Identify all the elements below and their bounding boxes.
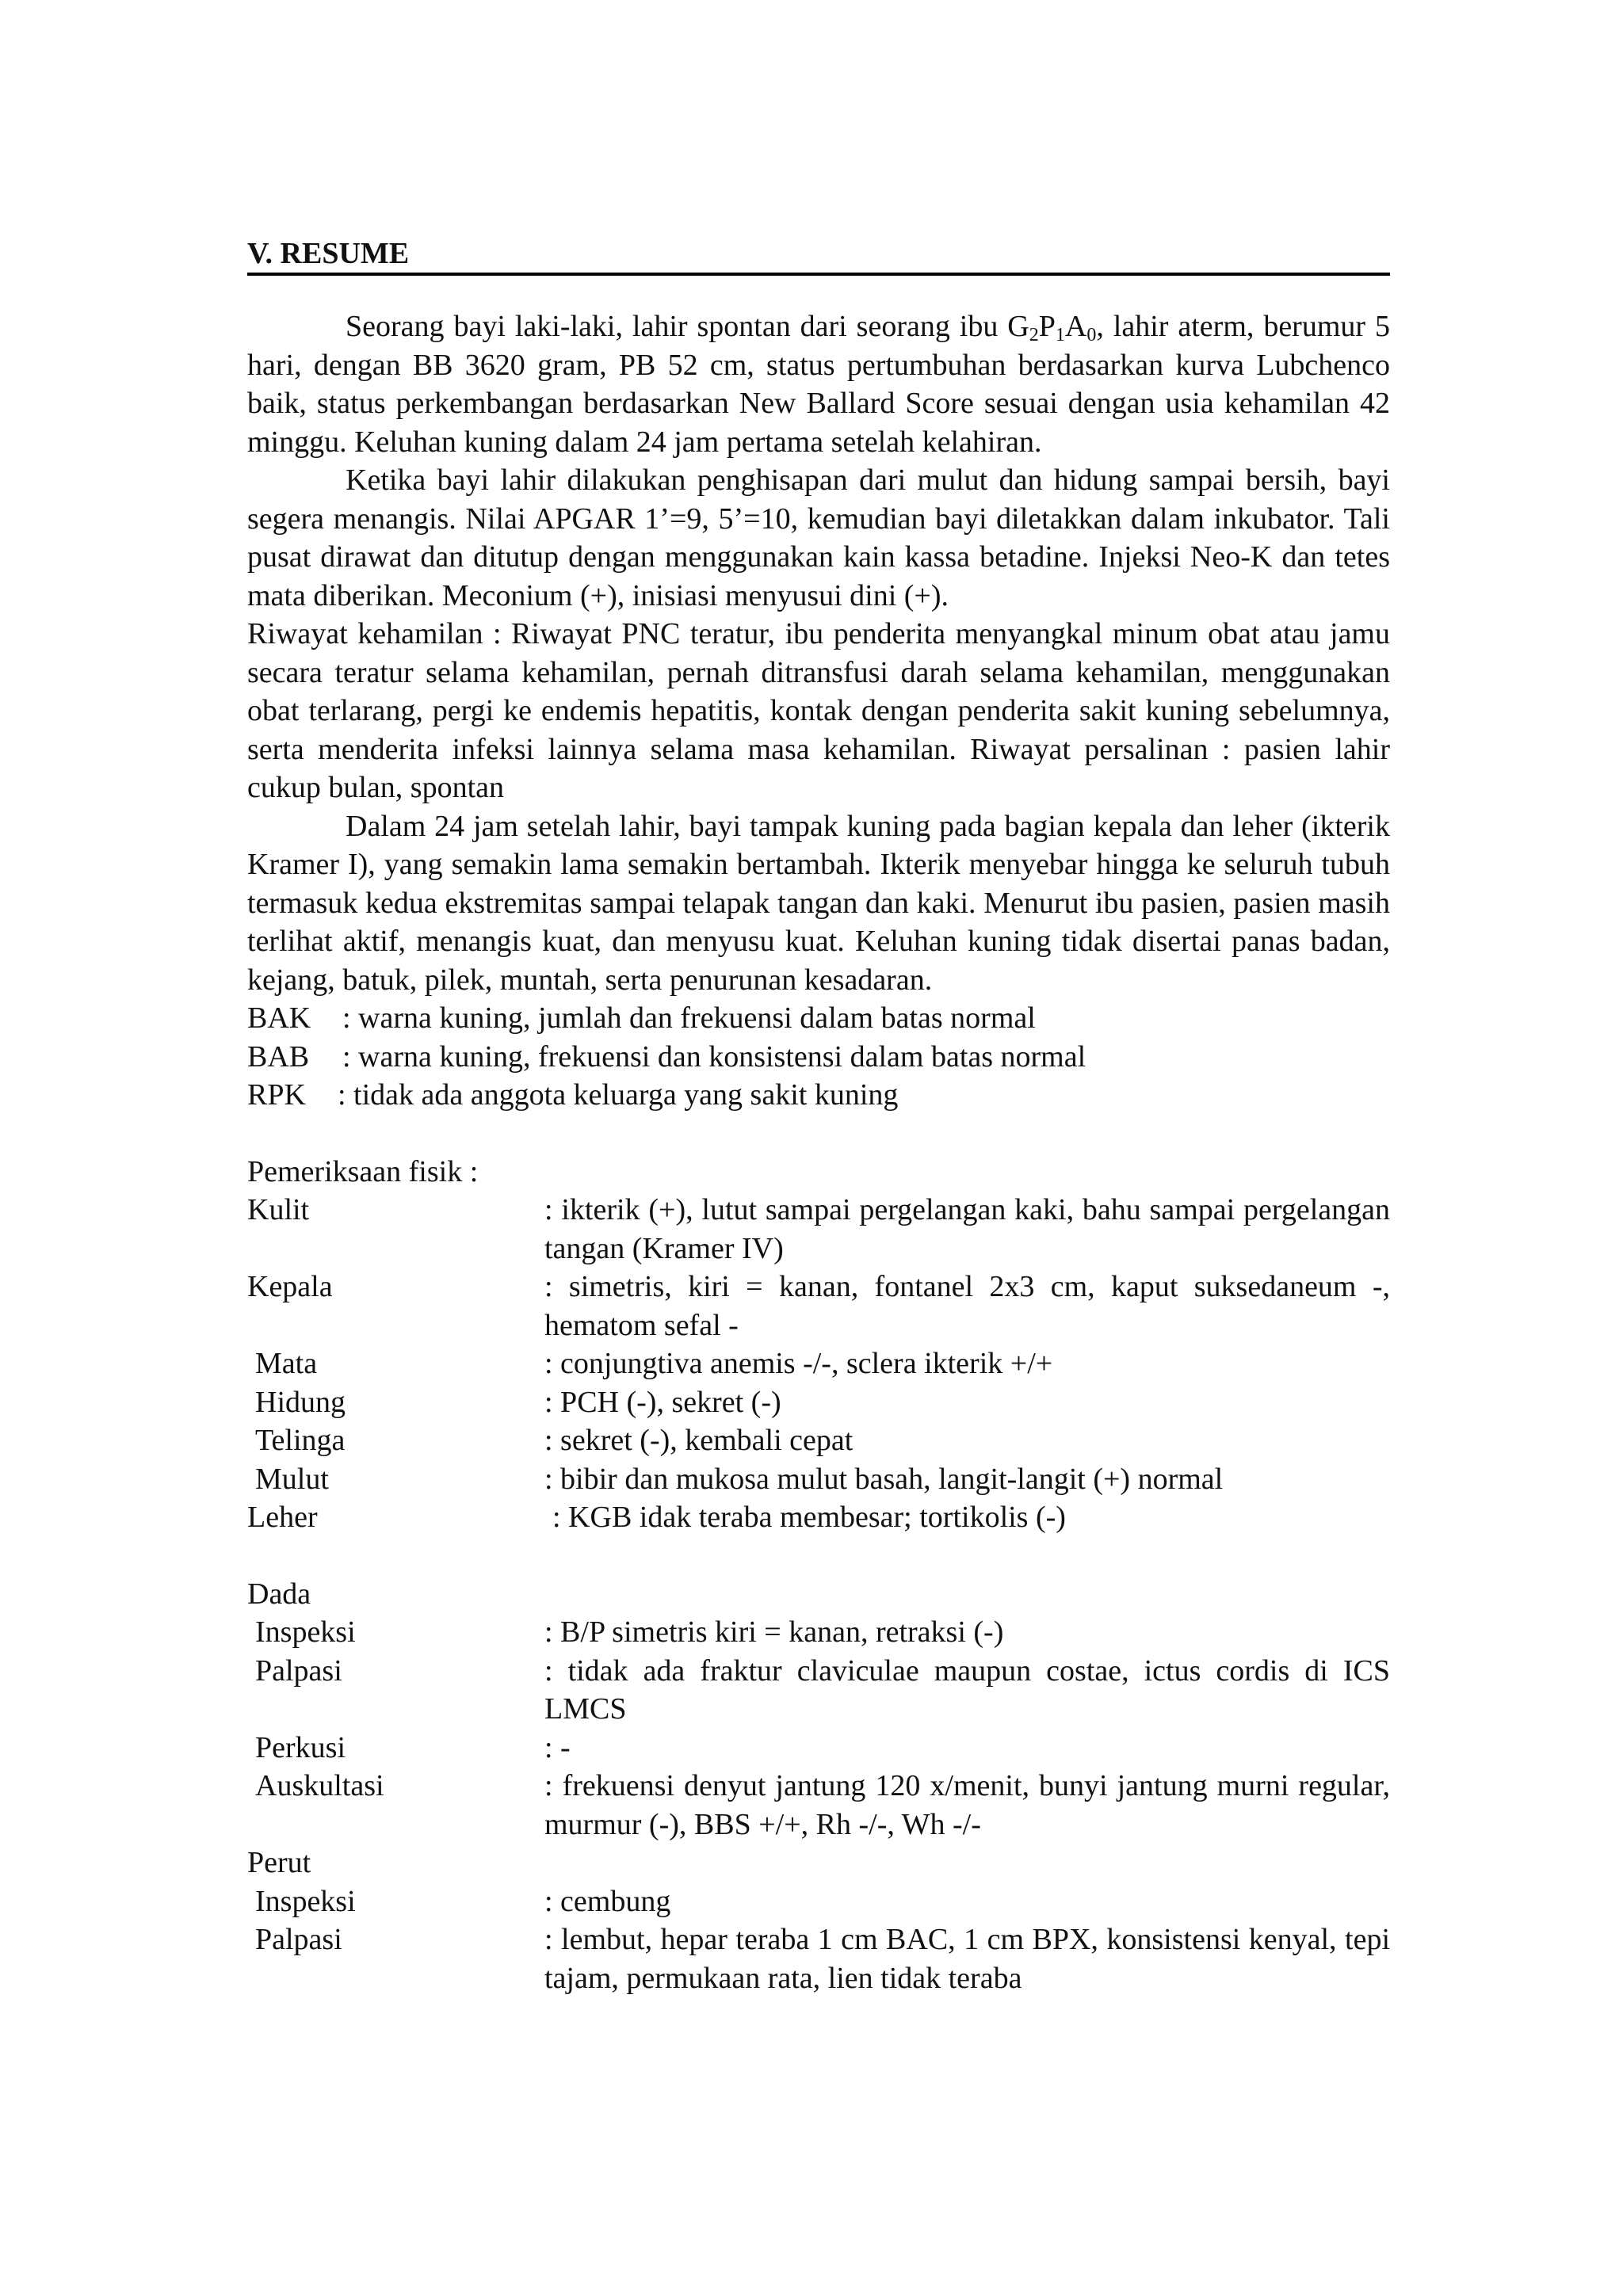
exam-label: Perkusi bbox=[255, 1730, 346, 1764]
exam-value: : PCH (-), sekret (-) bbox=[544, 1385, 781, 1419]
exam-label: Mata bbox=[255, 1347, 318, 1380]
exam-subheading-dada: Dada bbox=[247, 1577, 311, 1611]
exam-row-perut-inspeksi bbox=[247, 1882, 1390, 1921]
summary-text-end: , lahir aterm, berumur 5 hari, dengan BB 3620 gram, PB 52 cm, status pertumbuhan berdasarkan kurva Lubchenco baik, status perkembangan berdasarkan New Ballard Score sesuai dengan usia kehamilan 42 minggu. Keluhan kuning dalam 24 jam pertama setelah kelahiran. bbox=[247, 310, 1391, 459]
exam-label: Mulut bbox=[255, 1462, 329, 1496]
exam-value: : sekret (-), kembali cepat bbox=[544, 1424, 854, 1457]
exam-row-dada-palpasi bbox=[247, 1652, 1390, 1729]
exam-value: : bibir dan mukosa mulut basah, langit-langit (+) normal bbox=[544, 1462, 1224, 1496]
history-key: BAB bbox=[247, 1039, 310, 1074]
exam-value: : - bbox=[544, 1730, 571, 1764]
paragraph-summary bbox=[247, 307, 1390, 461]
exam-value: : conjungtiva anemis -/-, sclera ikterik +/+ bbox=[544, 1347, 1053, 1380]
paragraph-jaundice: Dalam 24 jam setelah lahir, bayi tampak kuning pada bagian kepala dan leher (ikterik Kramer I), yang semakin lama semakin bertambah. Ikterik menyebar hingga ke seluruh tubuh termasuk kedua ekstremitas sampai telapak tangan dan kaki. Menurut ibu pasien, pasien masih terlihat aktif, menangis kuat, dan menyusu kuat. Keluhan kuning tidak disertai panas badan, kejang, batuk, pilek, muntah, serta penurunan kesadaran. bbox=[247, 809, 1390, 997]
spacer bbox=[247, 1115, 1390, 1153]
exam-label: Inspeksi bbox=[255, 1884, 356, 1918]
exam-label: Auskultasi bbox=[255, 1769, 384, 1802]
exam-value: : ikterik (+), lutut sampai pergelangan kaki, bahu sampai pergelangan tangan (Kramer IV) bbox=[544, 1193, 1390, 1265]
history-row-bak bbox=[247, 999, 1390, 1038]
paragraph-pregnancy-history: Riwayat kehamilan : Riwayat PNC teratur, ibu penderita menyangkal minum obat atau jamu secara teratur selama kehamilan, pernah ditransfusi darah selama kehamilan, menggunakan obat terlarang, pergi ke endemis hepatitis, kontak dengan penderita sakit kuning sebelumnya, serta menderita infeksi lainnya selama masa kehamilan. Riwayat persalinan : pasien lahir cukup bulan, spontan bbox=[247, 617, 1390, 804]
subscript-g: 2 bbox=[1029, 325, 1039, 345]
paragraph-birth: Ketika bayi lahir dilakukan penghisapan dari mulut dan hidung sampai bersih, bayi segera menangis. Nilai APGAR 1’=9, 5’=10, kemudian bayi diletakkan dalam inkubator. Tali pusat dirawat dan ditutup dengan menggunakan kain kassa betadine. Injeksi Neo-K dan tetes mata diberikan. Meconium (+), inisiasi menyusui dini (+). bbox=[247, 463, 1390, 612]
exam-row-dada-auskultasi bbox=[247, 1767, 1390, 1844]
exam-label: Kepala bbox=[247, 1270, 333, 1303]
exam-label: Inspeksi bbox=[255, 1615, 356, 1649]
exam-value: : simetris, kiri = kanan, fontanel 2x3 cm, kaput suksedaneum -, hematom sefal - bbox=[544, 1270, 1390, 1342]
exam-label: Palpasi bbox=[255, 1653, 342, 1688]
exam-row-dada-perkusi bbox=[247, 1729, 1390, 1768]
subscript-p: 1 bbox=[1055, 325, 1065, 345]
exam-value: : tidak ada fraktur claviculae maupun costae, ictus cordis di ICS LMCS bbox=[544, 1653, 1390, 1726]
letter-a: A bbox=[1064, 310, 1087, 343]
exam-value: : frekuensi denyut jantung 120 x/menit, bunyi jantung murni regular, murmur (-), BBS +/+, Rh -/-, Wh -/- bbox=[544, 1769, 1390, 1841]
exam-row-hidung bbox=[247, 1383, 1390, 1422]
title-underline bbox=[247, 273, 1390, 276]
history-row-bab bbox=[247, 1038, 1390, 1077]
exam-label: Telinga bbox=[255, 1424, 346, 1457]
section-title: V. RESUME bbox=[247, 237, 410, 270]
history-key: BAK bbox=[247, 1001, 311, 1035]
history-value: : warna kuning, frekuensi dan konsistensi dalam batas normal bbox=[342, 1039, 1086, 1074]
document-page bbox=[247, 235, 1390, 1997]
exam-row-kulit bbox=[247, 1191, 1390, 1268]
history-value: : tidak ada anggota keluarga yang sakit kuning bbox=[338, 1078, 899, 1112]
exam-row-mulut bbox=[247, 1460, 1390, 1499]
subscript-a: 0 bbox=[1086, 325, 1097, 345]
summary-text-start: Seorang bayi laki-laki, lahir spontan dari seorang ibu G bbox=[346, 310, 1029, 343]
exam-label: Leher bbox=[247, 1501, 318, 1534]
history-value: : warna kuning, jumlah dan frekuensi dalam batas normal bbox=[342, 1001, 1036, 1035]
history-key: RPK bbox=[247, 1078, 306, 1112]
exam-row-dada-inspeksi bbox=[247, 1613, 1390, 1652]
exam-heading: Pemeriksaan fisik : bbox=[247, 1154, 479, 1188]
exam-value: : cembung bbox=[544, 1884, 671, 1918]
exam-label: Hidung bbox=[255, 1385, 346, 1419]
exam-subheading-perut: Perut bbox=[247, 1846, 311, 1879]
exam-value: : KGB idak teraba membesar; tortikolis (-) bbox=[552, 1501, 1066, 1534]
exam-value: : B/P simetris kiri = kanan, retraksi (-) bbox=[544, 1615, 1004, 1649]
exam-row-leher bbox=[247, 1498, 1390, 1537]
exam-row-perut-palpasi bbox=[247, 1920, 1390, 1997]
exam-row-mata bbox=[247, 1344, 1390, 1383]
exam-row-telinga bbox=[247, 1421, 1390, 1460]
exam-row-kepala bbox=[247, 1268, 1390, 1344]
exam-label: Palpasi bbox=[255, 1923, 342, 1956]
spacer bbox=[247, 1537, 1390, 1575]
exam-value: : lembut, hepar teraba 1 cm BAC, 1 cm BPX, konsistensi kenyal, tepi tajam, permukaan rata, lien tidak teraba bbox=[544, 1923, 1390, 1995]
letter-p: P bbox=[1038, 310, 1056, 343]
history-row-rpk bbox=[247, 1076, 1390, 1115]
exam-label: Kulit bbox=[247, 1193, 310, 1226]
